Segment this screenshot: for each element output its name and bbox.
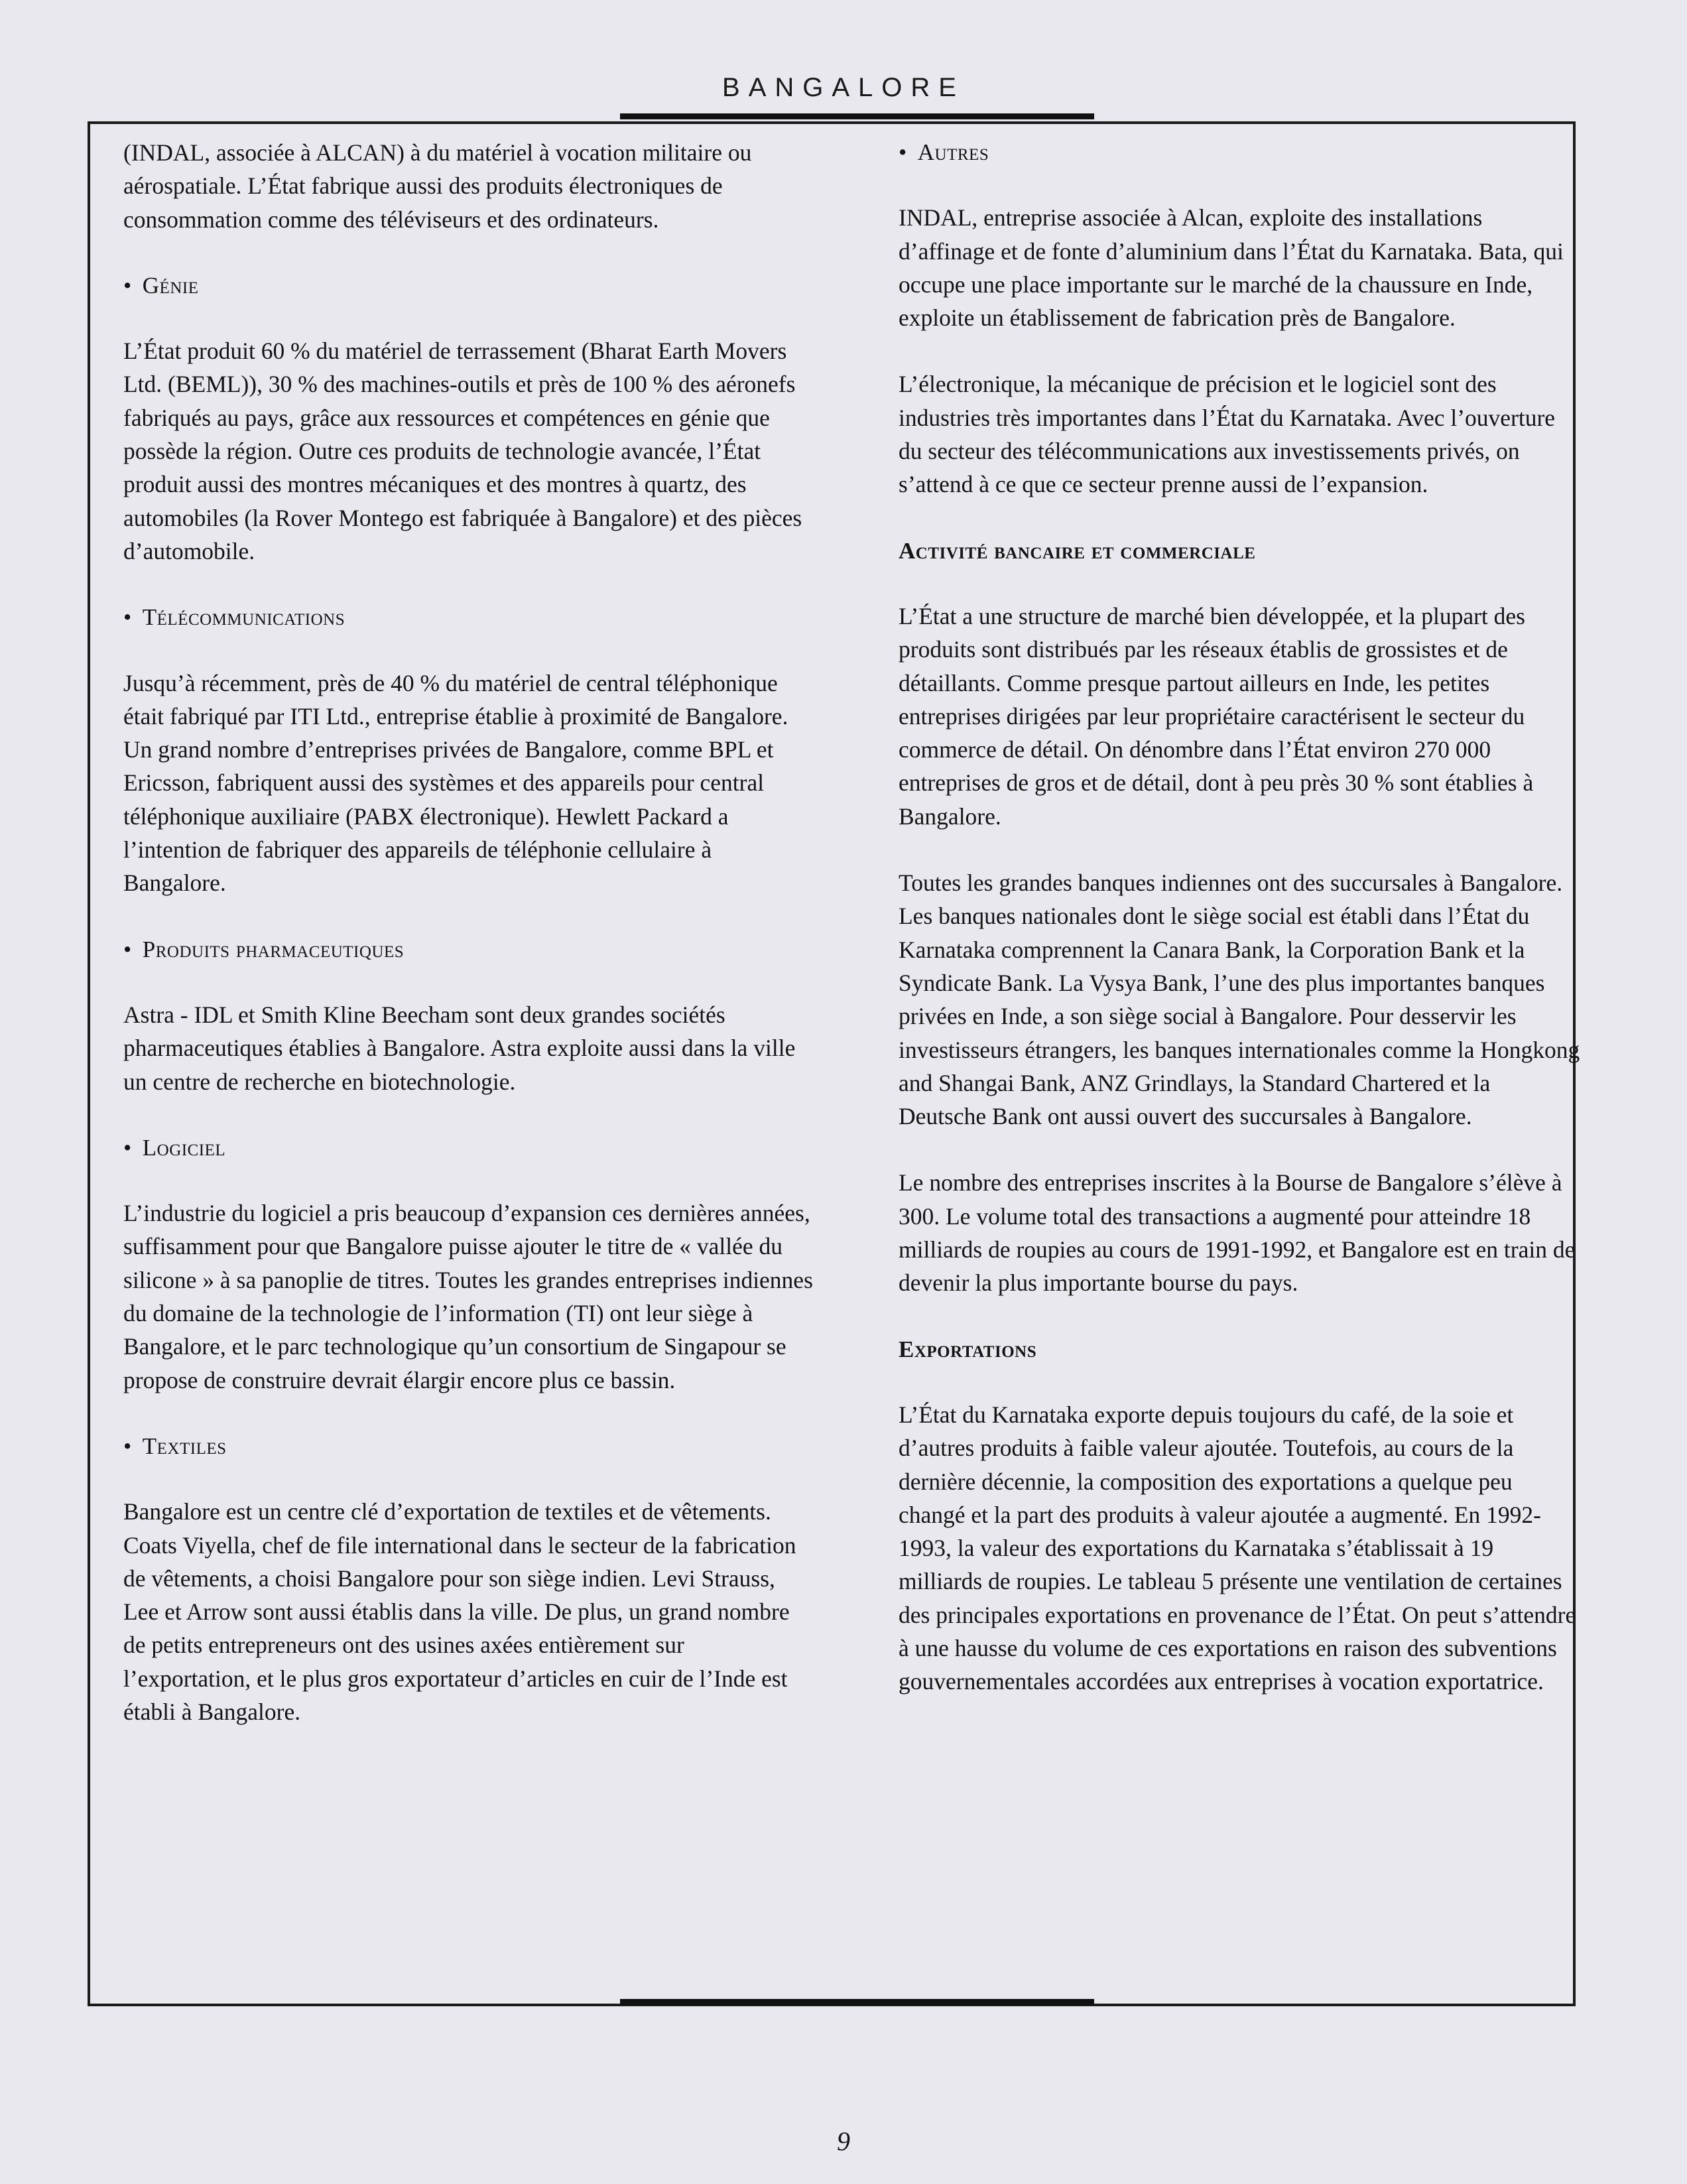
paragraph: Jusqu’à récemment, près de 40 % du matériel de central téléphonique était fabriqué par ITI Ltd., entreprise établie à proximité de Bangalore. Un grand nombre d’entreprises privées de Bangalore, comme BPL et Ericsson, fabriquent aussi des systèmes et des appareils pour central téléphonique auxiliaire (PABX électronique). Hewlett Packard a l’intention de fabriquer des appareils de téléphonie cellulaire à Bangalore.	[123, 669, 788, 897]
header-rule	[620, 113, 1094, 119]
section-heading-pharmaceutiques: • Produits pharmaceutiques	[123, 933, 813, 966]
paragraph: L’État produit 60 % du matériel de terrassement (Bharat Earth Movers Ltd. (BEML)), 30 % des machines-outils et près de 100 % des aéronefs fabriqués au pays, grâce aux ressources et compétences en génie que possède la région. Outre ces produits de technologie avancée, l’État produit aussi des montres mécaniques et des montres à quartz, des automobiles (la Rover Montego est fabriquée à Bangalore) et des pièces d’automobile.	[123, 338, 802, 564]
paragraph: (INDAL, associée à ALCAN) à du matériel à vocation militaire ou aérospatiale. L’État fabrique aussi des produits électroniques de consommation comme des téléviseurs et des ordinateurs.	[123, 139, 752, 233]
paragraph: Bangalore est un centre clé d’exportation de textiles et de vêtements. Coats Viyella, chef de file international dans le secteur de la fabrication de vêtements, a choisi Bangalore pour son siège indien. Levi Strauss, Lee et Arrow sont aussi établis dans la ville. De plus, un grand nombre de petits entrepreneurs ont des usines axées entièrement sur l’exportation, et le plus gros exportateur d’articles en cuir de l’Inde est établi à Bangalore.	[123, 1498, 796, 1725]
right-column	[899, 136, 1582, 1732]
paragraph: INDAL, entreprise associée à Alcan, exploite des installations d’affinage et de fonte d’aluminium dans l’État du Karnataka. Bata, qui occupe une place importante sur le marché de la chaussure en Inde, exploite un établissement de fabrication près de Bangalore.	[899, 204, 1564, 332]
paragraph: L’État a une structure de marché bien développée, et la plupart des produits sont distribués par les réseaux établis de grossistes et de détaillants. Comme presque partout ailleurs en Inde, les petites entreprises dirigées par leur propriétaire caractérisent le secteur du commerce de détail. On dénombre dans l’État environ 270 000 entreprises de gros et de détail, dont à peu près 30 % sont établies à Bangalore.	[899, 602, 1534, 830]
paragraph: Astra - IDL et Smith Kline Beecham sont deux grandes sociétés pharmaceutiques établies à Bangalore. Astra exploite aussi dans la ville un centre de recherche en biotechnologie.	[123, 1001, 796, 1095]
paragraph: L’État du Karnataka exporte depuis toujours du café, de la soie et d’autres produits à faible valeur ajoutée. Toutefois, au cours de la dernière décennie, la composition des exportations a quelque peu changé et la part des produits à valeur ajoutée a augmenté. En 1992-1993, la valeur des exportations du Karnataka s’établissait à 19 milliards de roupies. Le tableau 5 présente une ventilation de certaines des principales exportations en provenance de l’État. On peut s’attendre à une hausse du volume de ces exportations en raison des subventions gouvernementales accordées aux entreprises à vocation exportatrice.	[899, 1401, 1576, 1695]
section-heading-textiles: • Textiles	[123, 1430, 813, 1463]
page-number: 9	[837, 2126, 850, 2156]
section-heading-genie: • Génie	[123, 269, 813, 302]
section-heading-activite-bancaire: Activité bancaire et commerciale	[899, 537, 1256, 564]
paragraph: Toutes les grandes banques indiennes ont des succursales à Bangalore. Les banques nationales dont le siège social est établi dans l’État du Karnataka comprennent la Canara Bank, la Corporation Bank et la Syndicate Bank. La Vysya Bank, l’une des plus importantes banques privées en Inde, a son siège social à Bangalore. Pour desservir les investisseurs étrangers, les banques internationales comme la Hongkong and Shangai Bank, ANZ Grindlays, la Standard Chartered et la Deutsche Bank ont aussi ouvert des succursales à Bangalore.	[899, 869, 1580, 1130]
section-heading-autres: • Autres	[899, 136, 1582, 169]
footer-rule	[620, 1999, 1094, 2005]
paragraph: L’électronique, la mécanique de précision et le logiciel sont des industries très importantes dans l’État du Karnataka. Avec l’ouverture du secteur des télécommunications aux investissements privés, on s’attend à ce que ce secteur prenne aussi de l’expansion.	[899, 371, 1556, 498]
section-heading-telecommunications: • Télécommunications	[123, 601, 813, 634]
running-header: BANGALORE	[722, 73, 965, 102]
paragraph: Le nombre des entreprises inscrites à la Bourse de Bangalore s’élève à 300. Le volume total des transactions a augmenté pour atteindre 18 milliards de roupies au cours de 1991-1992, et Bangalore est en train de devenir la plus importante bourse du pays.	[899, 1169, 1576, 1297]
section-heading-logiciel: • Logiciel	[123, 1131, 813, 1165]
left-column	[123, 136, 813, 1762]
paragraph: L’industrie du logiciel a pris beaucoup d’expansion ces dernières années, suffisamment pour que Bangalore puisse ajouter le titre de « vallée du silicone » à sa panoplie de titres. Toutes les grandes entreprises indiennes du domaine de la technologie de l’information (TI) ont leur siège à Bangalore, et le parc technologique qu’un consortium de Singapour se propose de construire devrait élargir encore plus ce bassin.	[123, 1200, 813, 1393]
section-heading-exportations: Exportations	[899, 1336, 1037, 1362]
